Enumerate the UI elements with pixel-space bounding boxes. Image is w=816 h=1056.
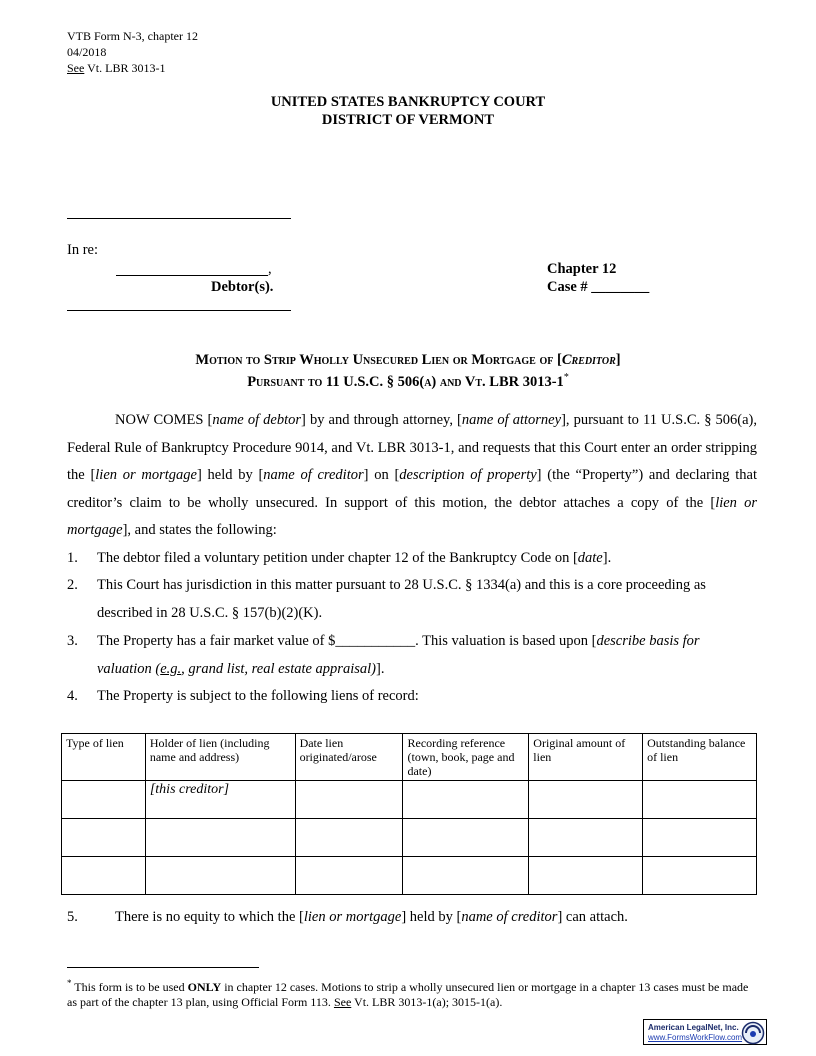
item-number: 4. bbox=[67, 688, 78, 704]
col-header-date: Date lien originated/arose bbox=[295, 734, 403, 781]
in-re-label: In re: bbox=[67, 242, 98, 258]
form-header bbox=[67, 28, 198, 76]
table-row bbox=[62, 819, 757, 857]
table-cell[interactable] bbox=[145, 857, 295, 895]
table-cell[interactable] bbox=[643, 781, 757, 819]
item-number: 5. bbox=[67, 909, 78, 925]
footnote-separator bbox=[67, 967, 259, 968]
col-header-holder: Holder of lien (including name and address) bbox=[145, 734, 295, 781]
motion-body bbox=[67, 407, 757, 545]
case-number-field[interactable]: Case # ________ bbox=[547, 279, 650, 295]
court-heading bbox=[0, 93, 816, 129]
debtor-name-line[interactable] bbox=[116, 275, 268, 276]
property-description-placeholder[interactable]: description of property bbox=[399, 467, 537, 483]
table-cell[interactable] bbox=[403, 857, 529, 895]
table-header-row bbox=[62, 734, 757, 781]
see-signal: See bbox=[67, 61, 85, 75]
table-cell[interactable] bbox=[403, 819, 529, 857]
creditor-name-placeholder-2[interactable]: name of creditor bbox=[461, 909, 558, 925]
petition-date-placeholder[interactable]: date bbox=[577, 550, 603, 566]
chapter-label: Chapter 12 bbox=[547, 261, 617, 277]
item-text: This Court has jurisdiction in this matter pursuant to 28 U.S.C. § 1334(a) and this is a core proceeding as described in 28 U.S.C. § 157(b)(2)(K). bbox=[97, 577, 706, 621]
item-number: 3. bbox=[67, 633, 78, 649]
item-3: 3. The Property has a fair market value of $___________. This valuation is based upon [describe basis for valuation (e.g., grand list, real estate appraisal)]. bbox=[67, 628, 757, 683]
motion-title bbox=[0, 351, 816, 391]
title-text-b: ] bbox=[615, 352, 621, 368]
col-header-original: Original amount of lien bbox=[529, 734, 643, 781]
item-4 bbox=[67, 683, 757, 711]
table-cell[interactable]: [this creditor] bbox=[145, 781, 295, 819]
logo-website-link[interactable]: www.FormsWorkFlow.com bbox=[648, 1033, 743, 1042]
footnote-mark: * bbox=[67, 978, 72, 988]
col-header-outstanding: Outstanding balance of lien bbox=[643, 734, 757, 781]
lien-type-placeholder[interactable]: lien or mortgage bbox=[95, 467, 197, 483]
debtor-comma: , bbox=[268, 261, 272, 277]
form-date: 04/2018 bbox=[67, 45, 107, 59]
debtors-label: Debtor(s). bbox=[211, 279, 274, 295]
caption-top-rule bbox=[67, 218, 291, 219]
table-row bbox=[62, 857, 757, 895]
table-cell[interactable] bbox=[643, 819, 757, 857]
creditor-name-placeholder[interactable]: name of creditor bbox=[263, 467, 364, 483]
reference-text: Vt. LBR 3013-1 bbox=[84, 61, 166, 75]
footnote-marker: * bbox=[563, 372, 569, 383]
table-cell[interactable] bbox=[145, 819, 295, 857]
table-cell[interactable] bbox=[62, 819, 146, 857]
logo-company-name: American LegalNet, Inc. bbox=[648, 1023, 739, 1032]
motion-title-line1 bbox=[0, 351, 816, 369]
footnote: * This form is to be used ONLY in chapter 12 cases. Motions to strip a wholly unsecured lien or mortgage in a chapter 13 cases must be made as part of the chapter 13 plan, using Official Form 113. See Vt. LBR 3013-1(a); 3015-1(a). bbox=[67, 978, 749, 1009]
globe-icon bbox=[741, 1021, 765, 1045]
form-id: VTB Form N-3, chapter 12 bbox=[67, 29, 198, 43]
item-5: 5. There is no equity to which the [lien or mortgage] held by [name of creditor] can attach. bbox=[67, 904, 757, 932]
table-cell[interactable] bbox=[529, 781, 643, 819]
court-district: DISTRICT OF VERMONT bbox=[321, 112, 495, 128]
table-cell[interactable] bbox=[62, 857, 146, 895]
item-number: 1. bbox=[67, 550, 78, 566]
lien-type-placeholder-2[interactable]: lien or mortgage bbox=[67, 494, 757, 538]
court-name: UNITED STATES BANKRUPTCY COURT bbox=[270, 94, 546, 110]
attorney-name-placeholder[interactable]: name of attorney bbox=[461, 412, 562, 428]
american-legalnet-logo[interactable] bbox=[643, 1019, 767, 1045]
motion-title-line2 bbox=[0, 369, 816, 391]
item-text: The Property is subject to the following liens of record: bbox=[97, 688, 419, 704]
table-cell[interactable] bbox=[295, 819, 403, 857]
title-creditor: Creditor bbox=[561, 352, 616, 368]
fair-market-value-text: The Property has a fair market value of $___________. This valuation is based upon [ bbox=[97, 633, 597, 649]
table-cell[interactable] bbox=[643, 857, 757, 895]
liens-table bbox=[61, 733, 757, 895]
item-1: 1. The debtor filed a voluntary petition under chapter 12 of the Bankruptcy Code on [date]. bbox=[67, 545, 757, 573]
table-cell[interactable] bbox=[529, 819, 643, 857]
item-number: 2. bbox=[67, 577, 78, 593]
col-header-type: Type of lien bbox=[62, 734, 146, 781]
table-cell[interactable] bbox=[62, 781, 146, 819]
table-cell[interactable] bbox=[295, 781, 403, 819]
table-row bbox=[62, 781, 757, 819]
intro-paragraph: NOW COMES [name of debtor] by and through attorney, [name of attorney], pursuant to 11 U.S.C. § 506(a), Federal Rule of Bankruptcy Procedure 9014, and Vt. LBR 3013-1, and requests that this Court enter an order stripping the [lien or mortgage] held by [name of creditor] on [description of property] (the “Property”) and declaring that creditor’s claim to be wholly unsecured. In support of this motion, the debtor attaches a copy of the [lien or mortgage], and states the following: bbox=[67, 412, 757, 538]
caption-bottom-rule bbox=[67, 310, 291, 311]
item-2 bbox=[67, 572, 757, 627]
title-text-a: Motion to Strip Wholly Unsecured Lien or Mortgage of [ bbox=[195, 352, 562, 368]
form-reference bbox=[67, 60, 198, 76]
col-header-recording: Recording reference (town, book, page and date) bbox=[403, 734, 529, 781]
lien-type-placeholder-3[interactable]: lien or mortgage bbox=[303, 909, 402, 925]
table-cell[interactable] bbox=[529, 857, 643, 895]
table-cell[interactable] bbox=[295, 857, 403, 895]
debtor-name-placeholder[interactable]: name of debtor bbox=[212, 412, 302, 428]
table-cell[interactable] bbox=[403, 781, 529, 819]
title-line2-text: Pursuant to 11 U.S.C. § 506(a) and Vt. LBR 3013-1 bbox=[247, 373, 564, 390]
